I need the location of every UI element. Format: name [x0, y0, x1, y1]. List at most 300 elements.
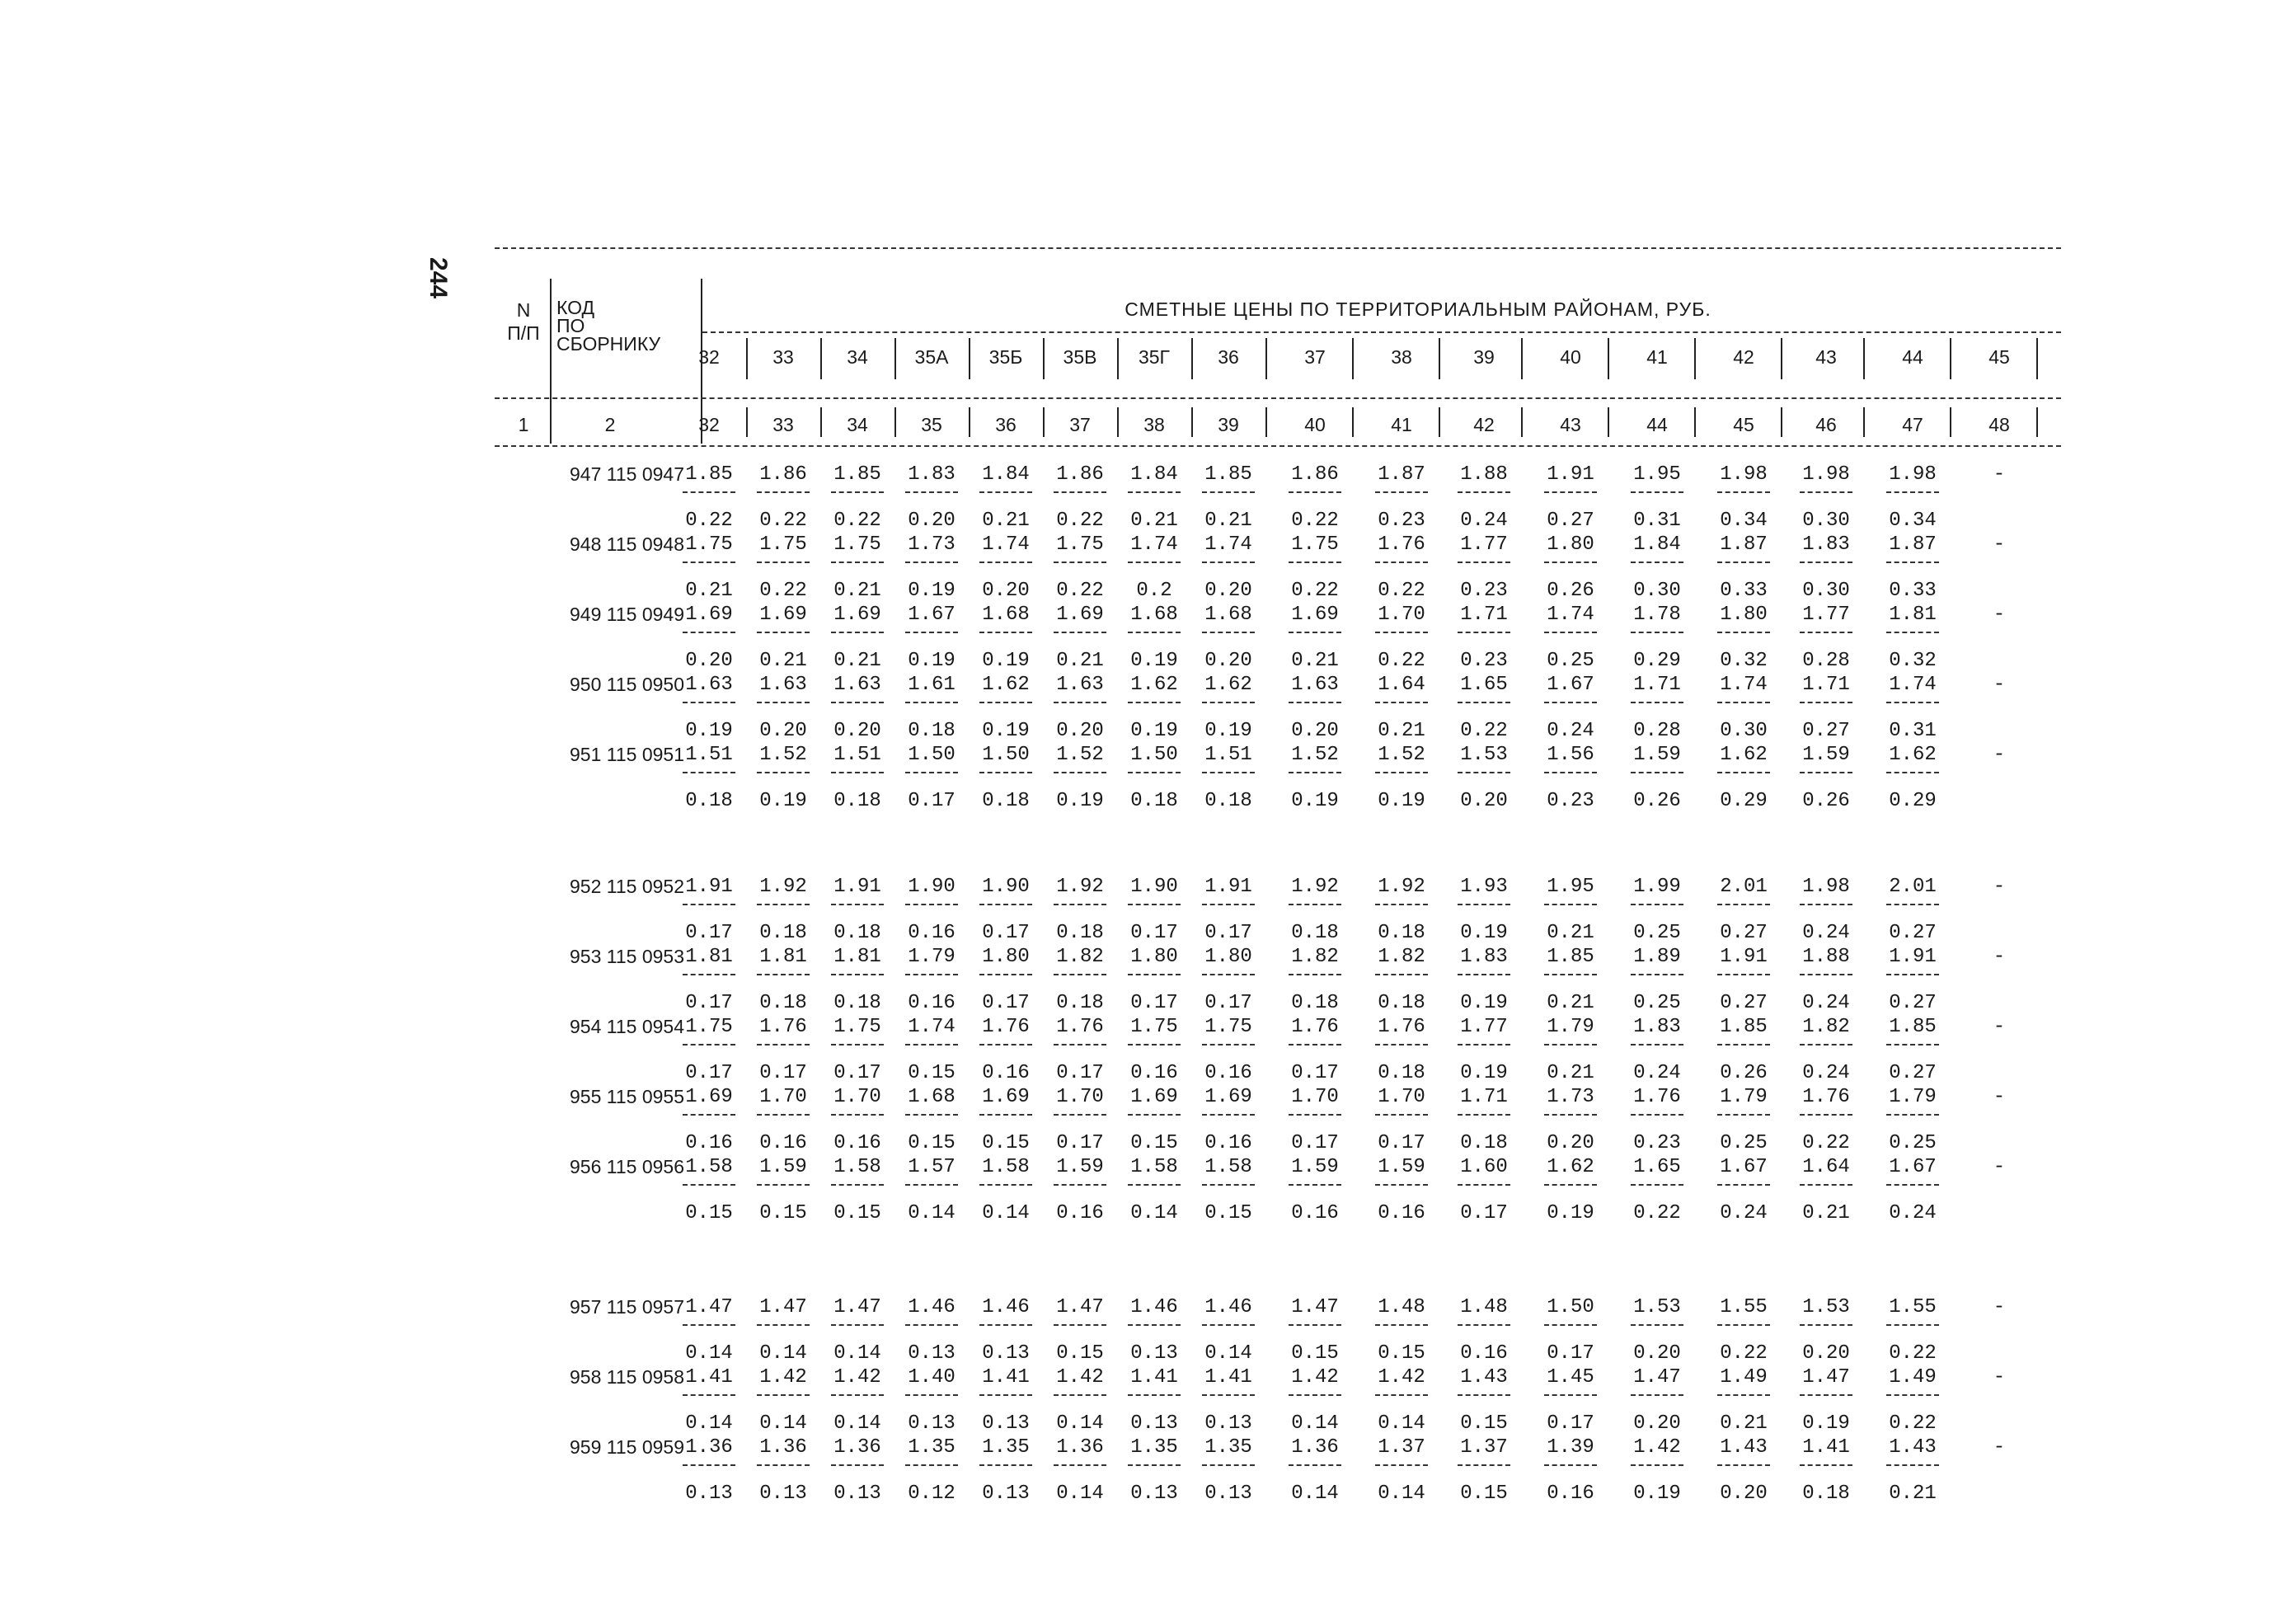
- fraction-rule: [1800, 904, 1852, 905]
- price-top: 1.74: [1889, 674, 1937, 696]
- price-top: 1.67: [1889, 1156, 1937, 1178]
- header-numbering: 2: [604, 414, 616, 435]
- price-bottom: 0.21: [1130, 510, 1178, 532]
- fraction-rule: [1202, 772, 1255, 773]
- price-top: 1.92: [1291, 876, 1339, 898]
- header-title: СМЕТНЫЕ ЦЕНЫ ПО ТЕРРИТОРИАЛЬНЫМ РАЙОНАМ, РУБ.: [1125, 298, 1711, 320]
- header-region: 39: [1473, 346, 1495, 368]
- fraction-rule: [979, 1394, 1032, 1396]
- header-numbering: 36: [995, 414, 1017, 435]
- header-numbering: 41: [1391, 414, 1412, 435]
- price-top: 1.67: [1720, 1156, 1768, 1178]
- price-top: 1.52: [1291, 744, 1339, 766]
- price-top: 1.81: [759, 946, 807, 968]
- price-bottom: 0.13: [1204, 1482, 1252, 1505]
- price-top: 1.68: [1204, 604, 1252, 626]
- price-bottom: 0.14: [1056, 1482, 1104, 1505]
- price-bottom: 0.24: [1633, 1062, 1681, 1084]
- fraction-rule: [757, 491, 810, 493]
- price-top: 1.74: [1720, 674, 1768, 696]
- price-bottom: 0.14: [685, 1412, 733, 1435]
- fraction-rule: [979, 562, 1032, 563]
- price-top: 1.67: [1547, 674, 1594, 696]
- fraction-rule: [1202, 491, 1255, 493]
- price-bottom: 0.14: [1378, 1482, 1425, 1505]
- price-top: 1.36: [1056, 1436, 1104, 1459]
- fraction-rule: [905, 562, 958, 563]
- price-bottom: 0.20: [685, 650, 733, 672]
- price-bottom: 0.13: [908, 1342, 955, 1365]
- price-bottom: 0.34: [1889, 510, 1937, 532]
- price-top: 1.42: [759, 1366, 807, 1389]
- price-bottom: 0.29: [1720, 790, 1768, 812]
- price-bottom: 0.24: [1802, 922, 1850, 944]
- price-bottom: 0.21: [759, 650, 807, 672]
- fraction-rule: [831, 1044, 884, 1045]
- price-bottom: 0.14: [759, 1412, 807, 1435]
- fraction-rule: [1717, 1184, 1770, 1186]
- price-bottom: 0.17: [1547, 1342, 1594, 1365]
- price-top: 1.41: [1130, 1366, 1178, 1389]
- price-top: 1.91: [685, 876, 733, 898]
- price-top: 1.82: [1802, 1016, 1850, 1038]
- price-top: 1.58: [1204, 1156, 1252, 1178]
- price-bottom: 0.22: [759, 510, 807, 532]
- header-region-divider: [1950, 338, 1951, 379]
- price-bottom: 0.18: [1378, 1062, 1425, 1084]
- fraction-rule: [1631, 1044, 1683, 1045]
- header-numbering: 45: [1733, 414, 1754, 435]
- price-bottom: 0.19: [685, 720, 733, 742]
- price-top: 1.73: [1547, 1086, 1594, 1108]
- fraction-rule: [1458, 562, 1510, 563]
- fraction-rule: [831, 1324, 884, 1326]
- fraction-rule: [1717, 562, 1770, 563]
- price-bottom: 0.18: [1291, 922, 1339, 944]
- price-bottom: 0.16: [1378, 1202, 1425, 1224]
- header-bottomrule: [495, 445, 2061, 447]
- price-top: 1.84: [982, 463, 1030, 486]
- price-bottom: 0.17: [1130, 922, 1178, 944]
- price-bottom: 0.16: [1204, 1132, 1252, 1154]
- price-bottom: 0.19: [1130, 650, 1178, 672]
- price-bottom: 0.18: [982, 790, 1030, 812]
- header-region: 35В: [1063, 346, 1097, 368]
- price-top: 1.75: [1130, 1016, 1178, 1038]
- fraction-rule: [757, 562, 810, 563]
- price-top: 1.50: [908, 744, 955, 766]
- price-bottom: 0.17: [982, 922, 1030, 944]
- price-bottom: 0.20: [1633, 1412, 1681, 1435]
- price-top: 1.90: [1130, 876, 1178, 898]
- fraction-rule: [1289, 772, 1341, 773]
- fraction-rule: [1202, 1114, 1255, 1116]
- header-numbering-divider: [1950, 407, 1951, 437]
- price-top: 1.58: [1130, 1156, 1178, 1178]
- fraction-rule: [1717, 1044, 1770, 1045]
- fraction-rule: [1544, 1464, 1597, 1466]
- fraction-rule: [1375, 702, 1428, 703]
- price-top: 1.63: [685, 674, 733, 696]
- fraction-rule: [1800, 1184, 1852, 1186]
- fraction-rule: [1289, 1394, 1341, 1396]
- price-bottom: 0.20: [1633, 1342, 1681, 1365]
- price-top: 1.88: [1802, 946, 1850, 968]
- price-bottom: 0.15: [833, 1202, 881, 1224]
- header-region-divider: [969, 338, 970, 379]
- price-col-48: -: [1993, 1366, 2006, 1389]
- price-bottom: 0.19: [1633, 1482, 1681, 1505]
- price-top: 1.81: [833, 946, 881, 968]
- fraction-rule: [1631, 904, 1683, 905]
- row-code: 948 115 0948: [570, 533, 684, 555]
- price-bottom: 0.22: [1291, 510, 1339, 532]
- price-top: 1.74: [1204, 533, 1252, 556]
- fraction-rule: [1886, 1394, 1939, 1396]
- price-bottom: 0.18: [833, 922, 881, 944]
- price-bottom: 0.24: [1547, 720, 1594, 742]
- fraction-rule: [831, 1184, 884, 1186]
- price-bottom: 0.21: [1291, 650, 1339, 672]
- price-top: 1.45: [1547, 1366, 1594, 1389]
- price-top: 1.76: [1378, 533, 1425, 556]
- price-bottom: 0.2: [1136, 580, 1172, 602]
- price-top: 1.35: [982, 1436, 1030, 1459]
- price-bottom: 0.26: [1547, 580, 1594, 602]
- price-top: 1.41: [1802, 1436, 1850, 1459]
- price-bottom: 0.17: [1460, 1202, 1508, 1224]
- fraction-rule: [979, 904, 1032, 905]
- price-top: 1.36: [759, 1436, 807, 1459]
- price-top: 1.95: [1547, 876, 1594, 898]
- fraction-rule: [831, 1394, 884, 1396]
- price-top: 1.42: [1056, 1366, 1104, 1389]
- header-numbering-divider: [1781, 407, 1782, 437]
- fraction-rule: [1800, 562, 1852, 563]
- price-top: 1.52: [1056, 744, 1104, 766]
- fraction-rule: [757, 974, 810, 975]
- fraction-rule: [683, 491, 735, 493]
- fraction-rule: [1054, 1394, 1106, 1396]
- price-col-48: -: [1993, 744, 2006, 766]
- price-top: 1.74: [982, 533, 1030, 556]
- price-top: 1.63: [833, 674, 881, 696]
- price-bottom: 0.27: [1547, 510, 1594, 532]
- fraction-rule: [1800, 772, 1852, 773]
- price-top: 1.56: [1547, 744, 1594, 766]
- price-bottom: 0.16: [908, 992, 955, 1014]
- fraction-rule: [1717, 702, 1770, 703]
- header-region-divider: [2036, 338, 2038, 379]
- fraction-rule: [683, 1044, 735, 1045]
- price-bottom: 0.18: [1056, 922, 1104, 944]
- fraction-rule: [1202, 1044, 1255, 1045]
- header-region: 33: [772, 346, 794, 368]
- price-top: 1.71: [1460, 604, 1508, 626]
- price-bottom: 0.22: [1720, 1342, 1768, 1365]
- price-top: 1.65: [1460, 674, 1508, 696]
- row-code: 957 115 0957: [570, 1296, 684, 1318]
- price-bottom: 0.23: [1633, 1132, 1681, 1154]
- price-top: 1.71: [1633, 674, 1681, 696]
- header-region: 35Г: [1138, 346, 1171, 368]
- fraction-rule: [1375, 491, 1428, 493]
- price-top: 1.37: [1378, 1436, 1425, 1459]
- price-top: 1.47: [1802, 1366, 1850, 1389]
- price-top: 1.86: [759, 463, 807, 486]
- fraction-rule: [1128, 1184, 1181, 1186]
- price-top: 1.60: [1460, 1156, 1508, 1178]
- price-top: 1.40: [908, 1366, 955, 1389]
- price-bottom: 0.13: [1204, 1412, 1252, 1435]
- price-top: 1.35: [1204, 1436, 1252, 1459]
- price-top: 1.47: [1633, 1366, 1681, 1389]
- fraction-rule: [905, 632, 958, 633]
- fraction-rule: [1202, 562, 1255, 563]
- price-bottom: 0.23: [1460, 580, 1508, 602]
- price-col-48: -: [1993, 604, 2006, 626]
- header-numbering-divider: [1043, 407, 1045, 437]
- price-top: 1.64: [1378, 674, 1425, 696]
- price-top: 1.70: [1056, 1086, 1104, 1108]
- price-top: 1.81: [685, 946, 733, 968]
- price-top: 1.87: [1378, 463, 1425, 486]
- price-col-48: -: [1993, 533, 2006, 556]
- row-code: 959 115 0959: [570, 1436, 684, 1458]
- fraction-rule: [683, 1464, 735, 1466]
- fraction-rule: [1717, 632, 1770, 633]
- price-top: 1.36: [833, 1436, 881, 1459]
- price-top: 1.82: [1291, 946, 1339, 968]
- row-code: 954 115 0954: [570, 1016, 684, 1037]
- price-top: 1.77: [1460, 533, 1508, 556]
- fraction-rule: [757, 772, 810, 773]
- fraction-rule: [1631, 1464, 1683, 1466]
- price-top: 1.91: [1547, 463, 1594, 486]
- fraction-rule: [1631, 702, 1683, 703]
- row-code: 947 115 0947: [570, 463, 684, 485]
- price-top: 1.36: [685, 1436, 733, 1459]
- price-bottom: 0.17: [1291, 1132, 1339, 1154]
- price-bottom: 0.15: [759, 1202, 807, 1224]
- price-col-48: -: [1993, 1296, 2006, 1318]
- price-top: 1.53: [1460, 744, 1508, 766]
- fraction-rule: [1202, 1394, 1255, 1396]
- price-bottom: 0.27: [1802, 720, 1850, 742]
- row-code: 949 115 0949: [570, 604, 684, 625]
- price-top: 1.52: [759, 744, 807, 766]
- fraction-rule: [1544, 632, 1597, 633]
- price-bottom: 0.20: [1547, 1132, 1594, 1154]
- price-bottom: 0.21: [1547, 1062, 1594, 1084]
- price-top: 1.69: [1291, 604, 1339, 626]
- price-top: 1.63: [1291, 674, 1339, 696]
- price-top: 1.75: [759, 533, 807, 556]
- fraction-rule: [757, 1394, 810, 1396]
- price-top: 1.74: [908, 1016, 955, 1038]
- price-bottom: 0.15: [1291, 1342, 1339, 1365]
- header-numbering: 35: [921, 414, 942, 435]
- price-col-48: -: [1993, 674, 2006, 696]
- fraction-rule: [1202, 1184, 1255, 1186]
- fraction-rule: [1886, 1184, 1939, 1186]
- price-bottom: 0.16: [982, 1062, 1030, 1084]
- fraction-rule: [1202, 974, 1255, 975]
- fraction-rule: [1800, 1044, 1852, 1045]
- fraction-rule: [1128, 1324, 1181, 1326]
- price-bottom: 0.13: [908, 1412, 955, 1435]
- fraction-rule: [1886, 1464, 1939, 1466]
- header-numbering: 39: [1218, 414, 1239, 435]
- price-top: 1.65: [1633, 1156, 1681, 1178]
- fraction-rule: [1054, 702, 1106, 703]
- price-top: 1.42: [833, 1366, 881, 1389]
- price-bottom: 0.30: [1802, 580, 1850, 602]
- price-top: 1.91: [1204, 876, 1252, 898]
- price-top: 1.47: [1291, 1296, 1339, 1318]
- fraction-rule: [1631, 1184, 1683, 1186]
- price-bottom: 0.22: [1460, 720, 1508, 742]
- fraction-rule: [1886, 1114, 1939, 1116]
- price-top: 1.95: [1633, 463, 1681, 486]
- fraction-rule: [1800, 974, 1852, 975]
- price-bottom: 0.22: [1056, 580, 1104, 602]
- fraction-rule: [1054, 1044, 1106, 1045]
- price-bottom: 0.27: [1889, 922, 1937, 944]
- price-top: 1.51: [1204, 744, 1252, 766]
- fraction-rule: [1289, 1464, 1341, 1466]
- price-bottom: 0.21: [1378, 720, 1425, 742]
- price-bottom: 0.18: [833, 790, 881, 812]
- price-top: 1.64: [1802, 1156, 1850, 1178]
- fraction-rule: [1289, 632, 1341, 633]
- price-top: 1.70: [759, 1086, 807, 1108]
- fraction-rule: [1631, 562, 1683, 563]
- price-bottom: 0.19: [759, 790, 807, 812]
- price-top: 1.82: [1056, 946, 1104, 968]
- fraction-rule: [1800, 491, 1852, 493]
- price-bottom: 0.17: [1378, 1132, 1425, 1154]
- fraction-rule: [905, 1184, 958, 1186]
- fraction-rule: [1458, 632, 1510, 633]
- price-bottom: 0.18: [833, 992, 881, 1014]
- price-bottom: 0.15: [1204, 1202, 1252, 1224]
- price-bottom: 0.19: [1291, 790, 1339, 812]
- fraction-rule: [1458, 491, 1510, 493]
- price-bottom: 0.19: [908, 650, 955, 672]
- fraction-rule: [1800, 1464, 1852, 1466]
- price-bottom: 0.24: [1802, 1062, 1850, 1084]
- fraction-rule: [1128, 904, 1181, 905]
- price-top: 1.67: [908, 604, 955, 626]
- price-top: 1.43: [1720, 1436, 1768, 1459]
- price-top: 1.80: [1204, 946, 1252, 968]
- header-region: 40: [1560, 346, 1581, 368]
- price-bottom: 0.19: [982, 720, 1030, 742]
- price-top: 1.91: [1889, 946, 1937, 968]
- price-bottom: 0.29: [1889, 790, 1937, 812]
- price-bottom: 0.21: [1204, 510, 1252, 532]
- fraction-rule: [1054, 772, 1106, 773]
- fraction-rule: [1128, 1394, 1181, 1396]
- price-top: 1.42: [1378, 1366, 1425, 1389]
- fraction-rule: [757, 702, 810, 703]
- price-top: 1.83: [1633, 1016, 1681, 1038]
- price-top: 1.79: [1547, 1016, 1594, 1038]
- price-top: 1.75: [833, 533, 881, 556]
- fraction-rule: [1054, 1464, 1106, 1466]
- price-top: 1.69: [982, 1086, 1030, 1108]
- fraction-rule: [1054, 632, 1106, 633]
- fraction-rule: [1375, 904, 1428, 905]
- fraction-rule: [905, 1324, 958, 1326]
- price-bottom: 0.17: [982, 992, 1030, 1014]
- price-top: 1.59: [1056, 1156, 1104, 1178]
- fraction-rule: [1128, 772, 1181, 773]
- price-top: 1.79: [1889, 1086, 1937, 1108]
- price-table: [495, 247, 2061, 1505]
- price-top: 1.76: [1802, 1086, 1850, 1108]
- price-top: 1.80: [1720, 604, 1768, 626]
- fraction-rule: [1458, 1464, 1510, 1466]
- fraction-rule: [979, 1324, 1032, 1326]
- fraction-rule: [1631, 491, 1683, 493]
- price-top: 1.74: [1547, 604, 1594, 626]
- fraction-rule: [905, 1394, 958, 1396]
- fraction-rule: [1458, 1044, 1510, 1045]
- price-bottom: 0.25: [1633, 922, 1681, 944]
- price-bottom: 0.21: [685, 580, 733, 602]
- price-top: 1.43: [1460, 1366, 1508, 1389]
- price-top: 1.62: [1889, 744, 1937, 766]
- price-bottom: 0.20: [982, 580, 1030, 602]
- price-top: 1.70: [1378, 604, 1425, 626]
- fraction-rule: [831, 632, 884, 633]
- fraction-rule: [1544, 1044, 1597, 1045]
- price-top: 1.69: [1204, 1086, 1252, 1108]
- header-numbering: 43: [1560, 414, 1581, 435]
- price-bottom: 0.29: [1633, 650, 1681, 672]
- price-bottom: 0.14: [1056, 1412, 1104, 1435]
- fraction-rule: [683, 904, 735, 905]
- price-top: 1.62: [982, 674, 1030, 696]
- price-bottom: 0.13: [982, 1342, 1030, 1365]
- fraction-rule: [1717, 772, 1770, 773]
- fraction-rule: [1886, 1324, 1939, 1326]
- fraction-rule: [1886, 562, 1939, 563]
- fraction-rule: [683, 1184, 735, 1186]
- price-top: 1.37: [1460, 1436, 1508, 1459]
- price-bottom: 0.17: [1291, 1062, 1339, 1084]
- fraction-rule: [979, 702, 1032, 703]
- header-numbering-divider: [746, 407, 748, 437]
- header-region: 42: [1733, 346, 1754, 368]
- price-top: 1.71: [1802, 674, 1850, 696]
- price-top: 1.83: [1460, 946, 1508, 968]
- fraction-rule: [979, 632, 1032, 633]
- fraction-rule: [1800, 1394, 1852, 1396]
- price-bottom: 0.15: [1460, 1412, 1508, 1435]
- header-region-divider: [820, 338, 822, 379]
- fraction-rule: [1375, 1184, 1428, 1186]
- header-numbering: 42: [1473, 414, 1495, 435]
- price-bottom: 0.34: [1720, 510, 1768, 532]
- fraction-rule: [1202, 904, 1255, 905]
- header-region-divider: [1265, 338, 1267, 379]
- header-region: 44: [1902, 346, 1923, 368]
- price-bottom: 0.13: [1130, 1482, 1178, 1505]
- fraction-rule: [683, 702, 735, 703]
